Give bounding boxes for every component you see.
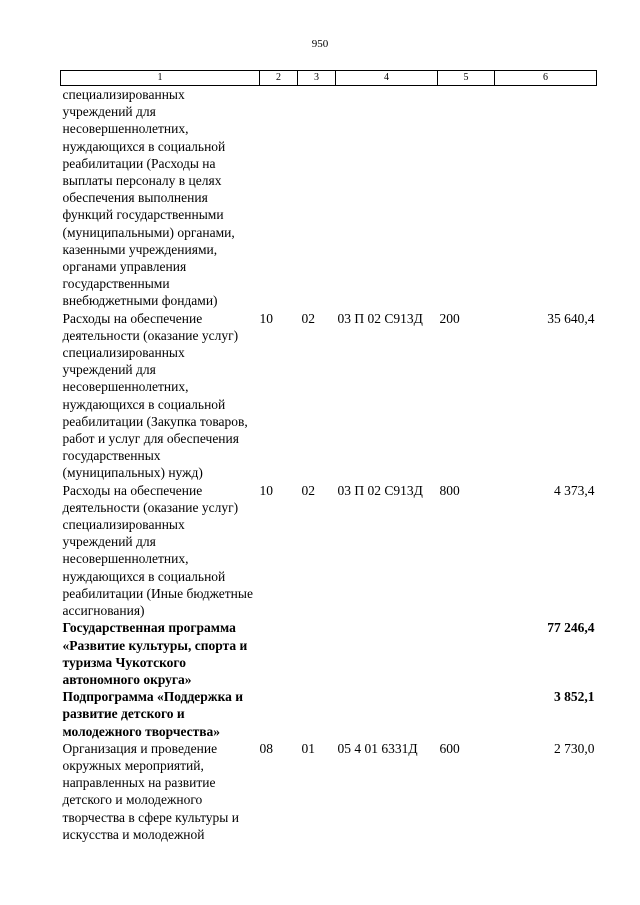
cell-target-article xyxy=(336,86,438,310)
cell-subsection xyxy=(298,619,336,688)
table-row xyxy=(61,86,597,310)
cell-section xyxy=(260,619,298,688)
column-header-section: 2 xyxy=(260,71,298,86)
cell-name: Подпрограмма «Поддержка и развитие детского и молодежного творчества» xyxy=(62,689,244,739)
cell-target-article: 03 П 02 С913Д xyxy=(337,310,423,326)
cell-name: Организация и проведение окружных мероприятий, направленных на развитие детского и молодежного творчества в сфере культуры и искусства и молодежной xyxy=(62,740,239,842)
header-row xyxy=(61,71,597,86)
cell-amount xyxy=(495,86,597,310)
page-number: 950 xyxy=(311,38,329,50)
table-row xyxy=(61,740,597,843)
cell-amount: 3 852,1 xyxy=(554,689,595,705)
cell-subsection xyxy=(298,688,336,740)
cell-name: Расходы на обеспечение деятельности (оказание услуг) специализированных учреждений для несовершеннолетних, нуждающихся в социальной реабилитации (Закупка товаров, работ и услуг для обеспечения государственных (муниципальных) нужд) xyxy=(62,310,248,481)
column-header-expense-type: 5 xyxy=(438,71,495,86)
cell-amount: 2 730,0 xyxy=(554,740,595,756)
cell-subsection xyxy=(298,86,336,310)
cell-expense-type xyxy=(438,86,495,310)
cell-amount: 77 246,4 xyxy=(547,620,595,636)
cell-subsection: 02 xyxy=(301,310,315,326)
cell-amount: 35 640,4 xyxy=(547,310,595,326)
table-row xyxy=(61,688,597,740)
cell-subsection: 01 xyxy=(301,740,315,756)
cell-expense-type: 600 xyxy=(439,740,460,756)
table-row xyxy=(61,482,597,620)
cell-subsection: 02 xyxy=(301,482,315,498)
cell-section: 10 xyxy=(259,482,273,498)
table-body xyxy=(61,86,597,843)
cell-target-article: 03 П 02 С913Д xyxy=(337,482,423,498)
cell-section xyxy=(260,688,298,740)
cell-name: Расходы на обеспечение деятельности (оказание услуг) специализированных учреждений для несовершеннолетних, нуждающихся в социальной реабилитации (Иные бюджетные ассигнования) xyxy=(62,482,253,619)
column-header-name: 1 xyxy=(61,71,260,86)
cell-name: Государственная программа «Развитие культуры, спорта и туризма Чукотского автономного округа» xyxy=(62,620,248,687)
cell-name: специализированных учреждений для несовершеннолетних, нуждающихся в социальной реабилитации (Расходы на выплаты персоналу в целях обеспечения выполнения функций государственными (муниципальными) органами, казенными учреждениями, органами управления государственными внебюджетными фондами) xyxy=(62,87,235,309)
table-row xyxy=(61,619,597,688)
cell-target-article: 05 4 01 6331Д xyxy=(337,740,418,756)
column-header-amount: 6 xyxy=(495,71,597,86)
cell-expense-type xyxy=(438,619,495,688)
cell-target-article xyxy=(336,619,438,688)
cell-expense-type xyxy=(438,688,495,740)
column-header-subsection: 3 xyxy=(298,71,336,86)
cell-target-article xyxy=(336,688,438,740)
cell-amount: 4 373,4 xyxy=(554,482,595,498)
column-header-target-article: 4 xyxy=(336,71,438,86)
cell-expense-type: 800 xyxy=(439,482,460,498)
table-header xyxy=(61,71,597,86)
table-row xyxy=(61,310,597,482)
cell-section: 08 xyxy=(259,740,273,756)
cell-section: 10 xyxy=(259,310,273,326)
cell-section xyxy=(260,86,298,310)
cell-expense-type: 200 xyxy=(439,310,460,326)
budget-table xyxy=(60,70,597,843)
